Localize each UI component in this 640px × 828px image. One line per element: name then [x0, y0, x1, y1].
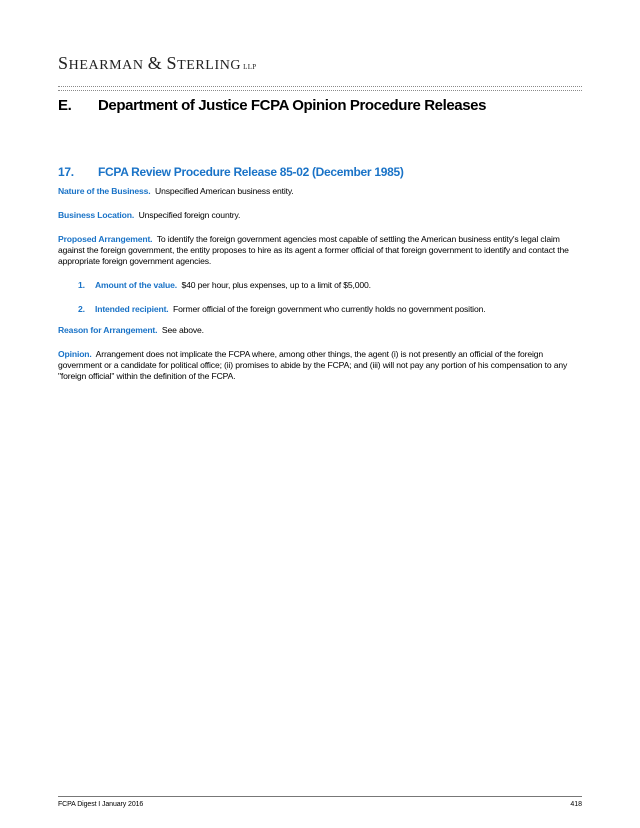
list-item-label: Intended recipient. — [95, 304, 169, 314]
reason-paragraph — [58, 325, 582, 336]
release-heading — [58, 165, 404, 179]
list-item-number: 1. — [78, 280, 85, 290]
section-title: Department of Justice FCPA Opinion Procedure Releases — [98, 97, 487, 114]
footer-publication: FCPA Digest I January 2016 — [58, 801, 144, 808]
list-item-text: Former official of the foreign government who currently holds no government position. — [173, 304, 486, 314]
nature-text: Unspecified American business entity. — [155, 186, 294, 196]
firm-logo: SHEARMAN & STERLING LLP — [58, 53, 257, 73]
opinion-label: Opinion. — [58, 349, 92, 359]
release-number: 17. — [58, 165, 74, 179]
location-label: Business Location. — [58, 210, 135, 220]
arrangement-label: Proposed Arrangement. — [58, 234, 153, 244]
reason-text: See above. — [161, 325, 204, 335]
opinion-paragraph — [58, 349, 582, 382]
section-number: E. — [58, 97, 72, 114]
header-rule — [58, 86, 582, 91]
list-item — [78, 280, 582, 291]
list-item-number: 2. — [78, 304, 85, 314]
section-heading — [58, 97, 486, 114]
location-paragraph — [58, 210, 582, 221]
nature-paragraph — [58, 186, 582, 197]
list-item-label: Amount of the value. — [95, 280, 177, 290]
footer-rule — [58, 796, 582, 797]
nature-label: Nature of the Business. — [58, 186, 151, 196]
reason-label: Reason for Arrangement. — [58, 325, 158, 335]
page-number: 418 — [570, 801, 582, 808]
list-item — [78, 304, 582, 315]
opinion-text: Arrangement does not implicate the FCPA where, among other things, the agent (i) is not presently an official of the foreign government or a candidate for political office; (ii) promises to abide by the FCPA; and (iii) will not pay any portion of his compensation to any "foreign official" within the definition of the FCPA. — [58, 349, 568, 381]
location-text: Unspecified foreign country. — [138, 210, 241, 220]
list-item-text: $40 per hour, plus expenses, up to a limit of $5,000. — [181, 280, 371, 290]
arrangement-paragraph — [58, 234, 582, 267]
arrangement-text: To identify the foreign government agencies most capable of settling the American business entity's legal claim against the foreign government, the entity proposes to hire as its agent a former official of that foreign government to identify and contact the appropriate foreign government agencies. — [58, 234, 569, 266]
release-title: FCPA Review Procedure Release 85-02 (December 1985) — [98, 165, 404, 179]
